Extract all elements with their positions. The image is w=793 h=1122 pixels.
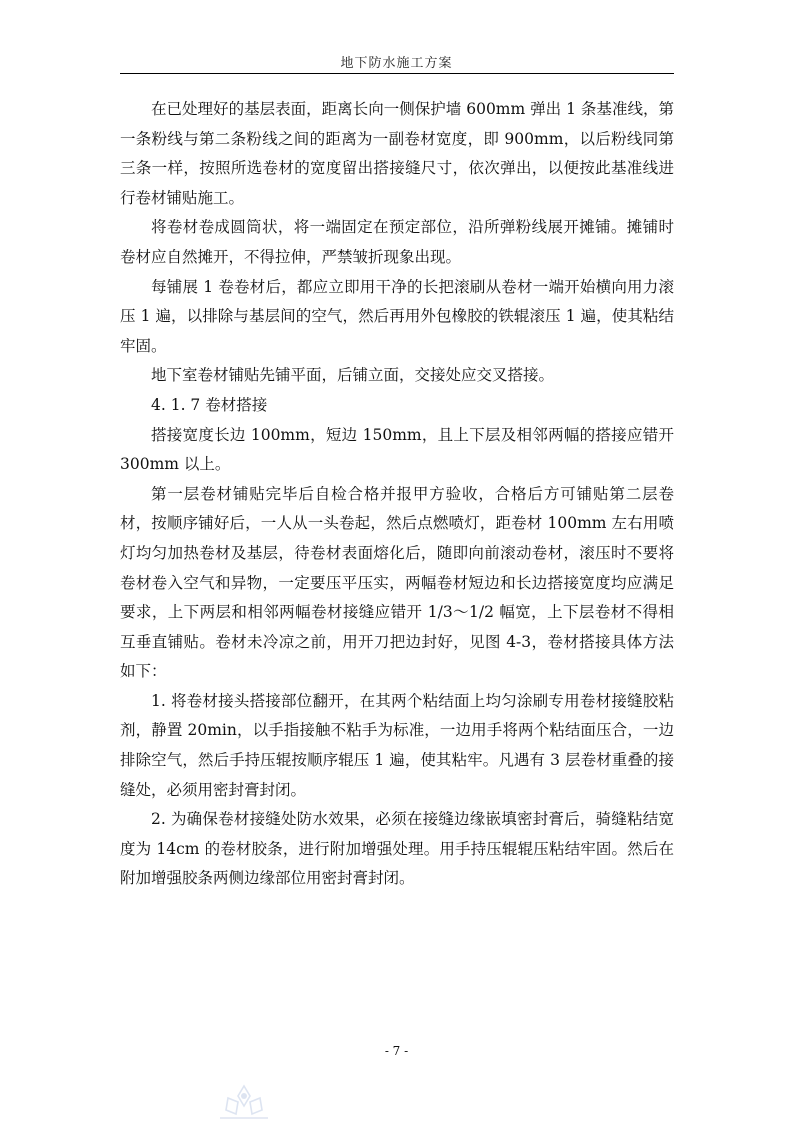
section-heading: 4. 1. 7 卷材搭接: [151, 395, 268, 414]
header-divider: [120, 73, 674, 74]
page-number: - 7 -: [384, 1044, 409, 1058]
body-paragraph: 每铺展 1 卷卷材后，都应立即用干净的长把滚刷从卷材一端开始横向用力滚压 1 遍，以排除与基层间的空气，然后再用外包橡胶的铁辊滚压 1 遍，使其粘结牢固。: [120, 277, 674, 355]
body-paragraph: 第一层卷材铺贴完毕后自检合格并报甲方验收，合格后方可铺贴第二层卷材，按顺序铺好后，一人从一头卷起，然后点燃喷灯，距卷材 100mm 左右用喷灯均匀加热卷材及基层，待卷材表面熔化后，随即向前滚动卷材，滚压时不要将卷材卷入空气和异物，一定要压平压实，两幅卷材短边和长边搭接宽度均应满足要求，上下两层和相邻两幅卷材接缝应错开 1/3～1/2 幅宽，上下层卷材不得相互垂直铺贴。卷材未冷凉之前，用开刀把边封好，见图 4-3，卷材搭接具体方法如下：: [120, 484, 674, 681]
body-paragraph: 将卷材卷成圆筒状，将一端固定在预定部位，沿所弹粉线展开摊铺。摊铺时卷材应自然摊开，不得拉伸，严禁皱折现象出现。: [120, 218, 674, 266]
body-paragraph: 搭接宽度长边 100mm，短边 150mm，且上下层及相邻两幅的搭接应错开 300mm 以上。: [120, 425, 674, 474]
list-item: 1. 将卷材接头搭接部位翻开，在其两个粘结面上均匀涂刷专用卷材接缝胶粘剂，静置 20min，以手指接触不粘手为标准，一边用手将两个粘结面压合，一边排除空气，然后手持压辊按顺序辊压 1 遍，使其粘牢。凡遇有 3 层卷材重叠的接缝处，必须用密封膏封闭。: [120, 691, 674, 799]
watermark-logo-icon: [214, 1082, 274, 1122]
document-body: [120, 95, 674, 894]
body-paragraph: 在已处理好的基层表面，距离长向一侧保护墙 600mm 弹出 1 条基准线，第一条粉线与第二条粉线之间的距离为一副卷材宽度，即 900mm，以后粉线同第三条一样，按照所选卷材的宽度留出搭接缝尺寸，依次弹出，以便按此基准线进行卷材铺贴施工。: [120, 100, 674, 207]
page-header-title: 地下防水施工方案: [340, 56, 453, 71]
list-item: 2. 为确保卷材接缝处防水效果，必须在接缝边缘嵌填密封膏后，骑缝粘结宽度为 14cm 的卷材胶条，进行附加增强处理。用手持压辊辊压粘结牢固。然后在附加增强胶条两侧边缘部位用密封膏封闭。: [120, 810, 674, 888]
body-paragraph: 地下室卷材铺贴先铺平面，后铺立面，交接处应交叉搭接。: [151, 366, 555, 385]
